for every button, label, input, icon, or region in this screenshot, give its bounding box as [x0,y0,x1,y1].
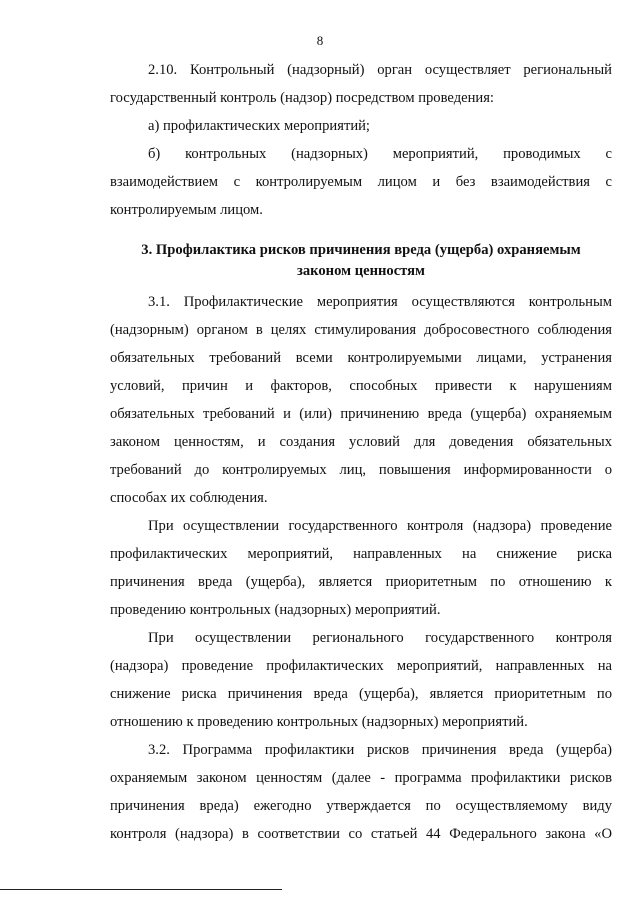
regional-control-paragraph-line: (надзора) проведение профилактических мероприятий, направленных на [110,658,612,674]
clause-2-10-item-b: б) контрольных (надзорных) мероприятий, проводимых с [148,146,612,162]
clause-2-10-line: взаимодействием с контролируемым лицом и без взаимодействия с [110,174,612,190]
clause-3-1-line: условий, причин и факторов, способных привести к нарушениям [110,378,612,394]
regional-control-paragraph-line: отношению к проведению контрольных (надзорных) мероприятий. [110,714,528,730]
footnote-separator [0,889,282,890]
clause-2-10-line: государственный контроль (надзор) посредством проведения: [110,90,494,106]
clause-3-1-line: требований до контролируемых лиц, повышения информированности о [110,462,612,478]
clause-3-1-line: (надзорным) органом в целях стимулирования добросовестного соблюдения [110,322,612,338]
clause-3-1-line: 3.1. Профилактические мероприятия осуществляются контрольным [148,294,612,310]
page-number: 8 [316,33,324,48]
clause-3-1-line: способах их соблюдения. [110,490,268,506]
state-control-paragraph-line: проведению контрольных (надзорных) мероприятий. [110,602,441,618]
regional-control-paragraph-line: снижение риска причинения вреда (ущерба), является приоритетным по [110,686,612,702]
section-3-title-line: законом ценностям [297,263,425,279]
state-control-paragraph-line: причинения вреда (ущерба), является приоритетным по отношению к [110,574,612,590]
clause-3-2-line: контроля (надзора) в соответствии со статьей 44 Федерального закона «О [110,826,612,842]
clause-3-1-line: обязательных требований и (или) причинению вреда (ущерба) охраняемым [110,406,612,422]
clause-2-10-line: 2.10. Контрольный (надзорный) орган осуществляет региональный [148,62,612,78]
regional-control-paragraph-line: При осуществлении регионального государственного контроля [148,630,612,646]
clause-3-2-line: 3.2. Программа профилактики рисков причинения вреда (ущерба) [148,742,612,758]
clause-3-2-line: охраняемым законом ценностям (далее - программа профилактики рисков [110,770,612,786]
clause-2-10-item-a: а) профилактических мероприятий; [148,118,370,134]
clause-2-10-line: контролируемым лицом. [110,202,263,218]
state-control-paragraph-line: профилактических мероприятий, направленных на снижение риска [110,546,612,562]
clause-3-2-line: причинения вреда) ежегодно утверждается по осуществляемому виду [110,798,612,814]
clause-3-1-line: законом ценностям, и создания условий для доведения обязательных [110,434,612,450]
state-control-paragraph-line: При осуществлении государственного контроля (надзора) проведение [148,518,612,534]
clause-3-1-line: обязательных требований всеми контролируемыми лицами, устранения [110,350,612,366]
section-3-title-line: 3. Профилактика рисков причинения вреда (ущерба) охраняемым [141,242,581,258]
